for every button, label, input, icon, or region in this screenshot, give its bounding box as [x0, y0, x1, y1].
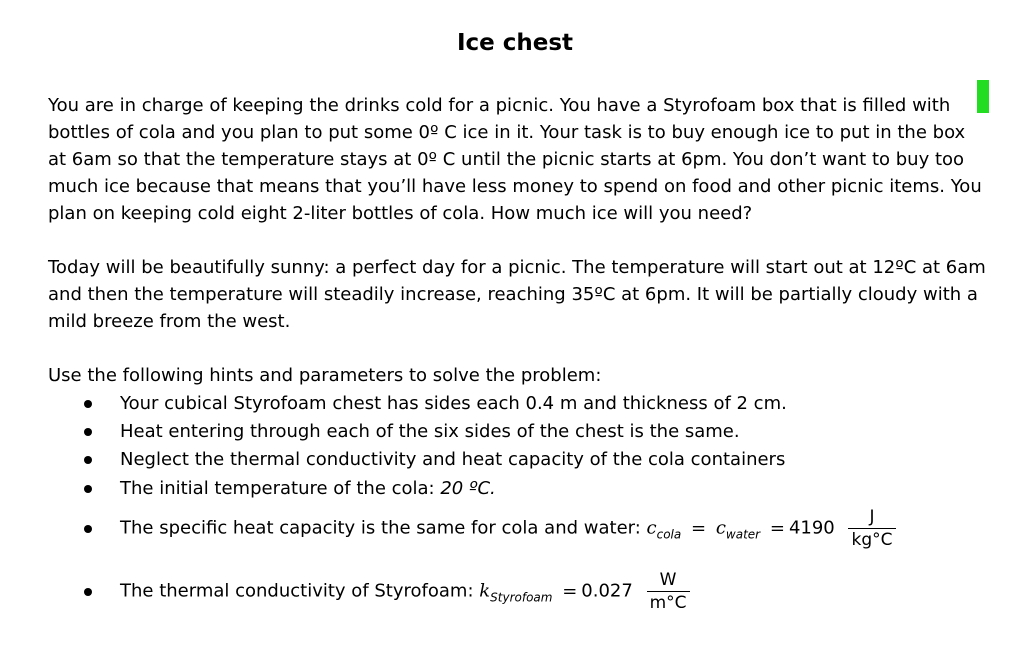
equals-sign: = [769, 517, 785, 539]
c-water-symbol: c [715, 517, 726, 539]
c-cola-subscript: cola [656, 527, 682, 542]
list-item-neglect [84, 446, 785, 473]
bullet-icon [84, 456, 92, 464]
unit-numerator: W [659, 570, 677, 590]
list-item-heat-capacity [84, 506, 896, 551]
unit-fraction [647, 569, 690, 614]
list-item-text: Heat entering through each of the six sides of the chest is the same. [120, 421, 740, 442]
heat-capacity-label: The specific heat capacity is the same for cola and water: [120, 517, 647, 539]
paragraph-weather: Today will be beautifully sunny: a perfect day for a picnic. The temperature will start out at 12ºC at 6am and then the temperature will steadily increase, reaching 35ºC at 6pm. It will be partially cloudy with a mild breeze from the west. [48, 257, 986, 332]
list-item-initial-temp [84, 475, 496, 502]
paragraph-problem: You are in charge of keeping the drinks cold for a picnic. You have a Styrofoam box that is filled with bottles of cola and you plan to put some 0º C ice in it. Your task is to buy enough ice to put in the box at 6am so that the temperature stays at 0º C until the picnic starts at 6pm. You don’t want to buy too much ice because that means that you’ll have less money to spend on food and other picnic items. You plan on keeping cold eight 2-liter bottles of cola. How much ice will you need? [48, 95, 982, 224]
unit-denominator: m°C [647, 591, 690, 614]
list-item-text [120, 475, 496, 502]
hints-intro: Use the following hints and parameters to solve the problem: [48, 365, 602, 386]
unit-fraction [848, 506, 895, 551]
initial-temp-label: The initial temperature of the cola: [120, 478, 441, 499]
list-item-conductivity [84, 569, 690, 614]
bullet-icon [84, 400, 92, 408]
page-title: Ice chest [456, 30, 574, 56]
bullet-icon [84, 588, 92, 596]
bullet-icon [84, 428, 92, 436]
list-item-heat-sides [84, 418, 740, 445]
initial-temp-value: 20 ºC. [440, 478, 496, 499]
equals-sign: = [562, 580, 578, 602]
bullet-icon [84, 485, 92, 493]
c-water-subscript: water [725, 527, 761, 542]
bullet-icon [84, 525, 92, 533]
list-item-text [120, 569, 690, 614]
conductivity-value: 0.027 [581, 580, 633, 602]
k-symbol: k [479, 580, 491, 602]
equals-sign: = [690, 517, 707, 539]
list-item-text: Neglect the thermal conductivity and heat capacity of the cola containers [120, 449, 786, 470]
k-subscript: Styrofoam [490, 590, 553, 605]
list-item-text: Your cubical Styrofoam chest has sides each 0.4 m and thickness of 2 cm. [120, 393, 787, 414]
list-item-text [120, 506, 896, 551]
conductivity-label: The thermal conductivity of Styrofoam: [120, 580, 480, 602]
unit-numerator: J [869, 507, 875, 527]
heat-capacity-value: 4190 [788, 517, 835, 539]
c-cola-symbol: c [646, 517, 657, 539]
list-item-chest-size [84, 390, 787, 417]
unit-denominator: kg°C [848, 528, 895, 551]
